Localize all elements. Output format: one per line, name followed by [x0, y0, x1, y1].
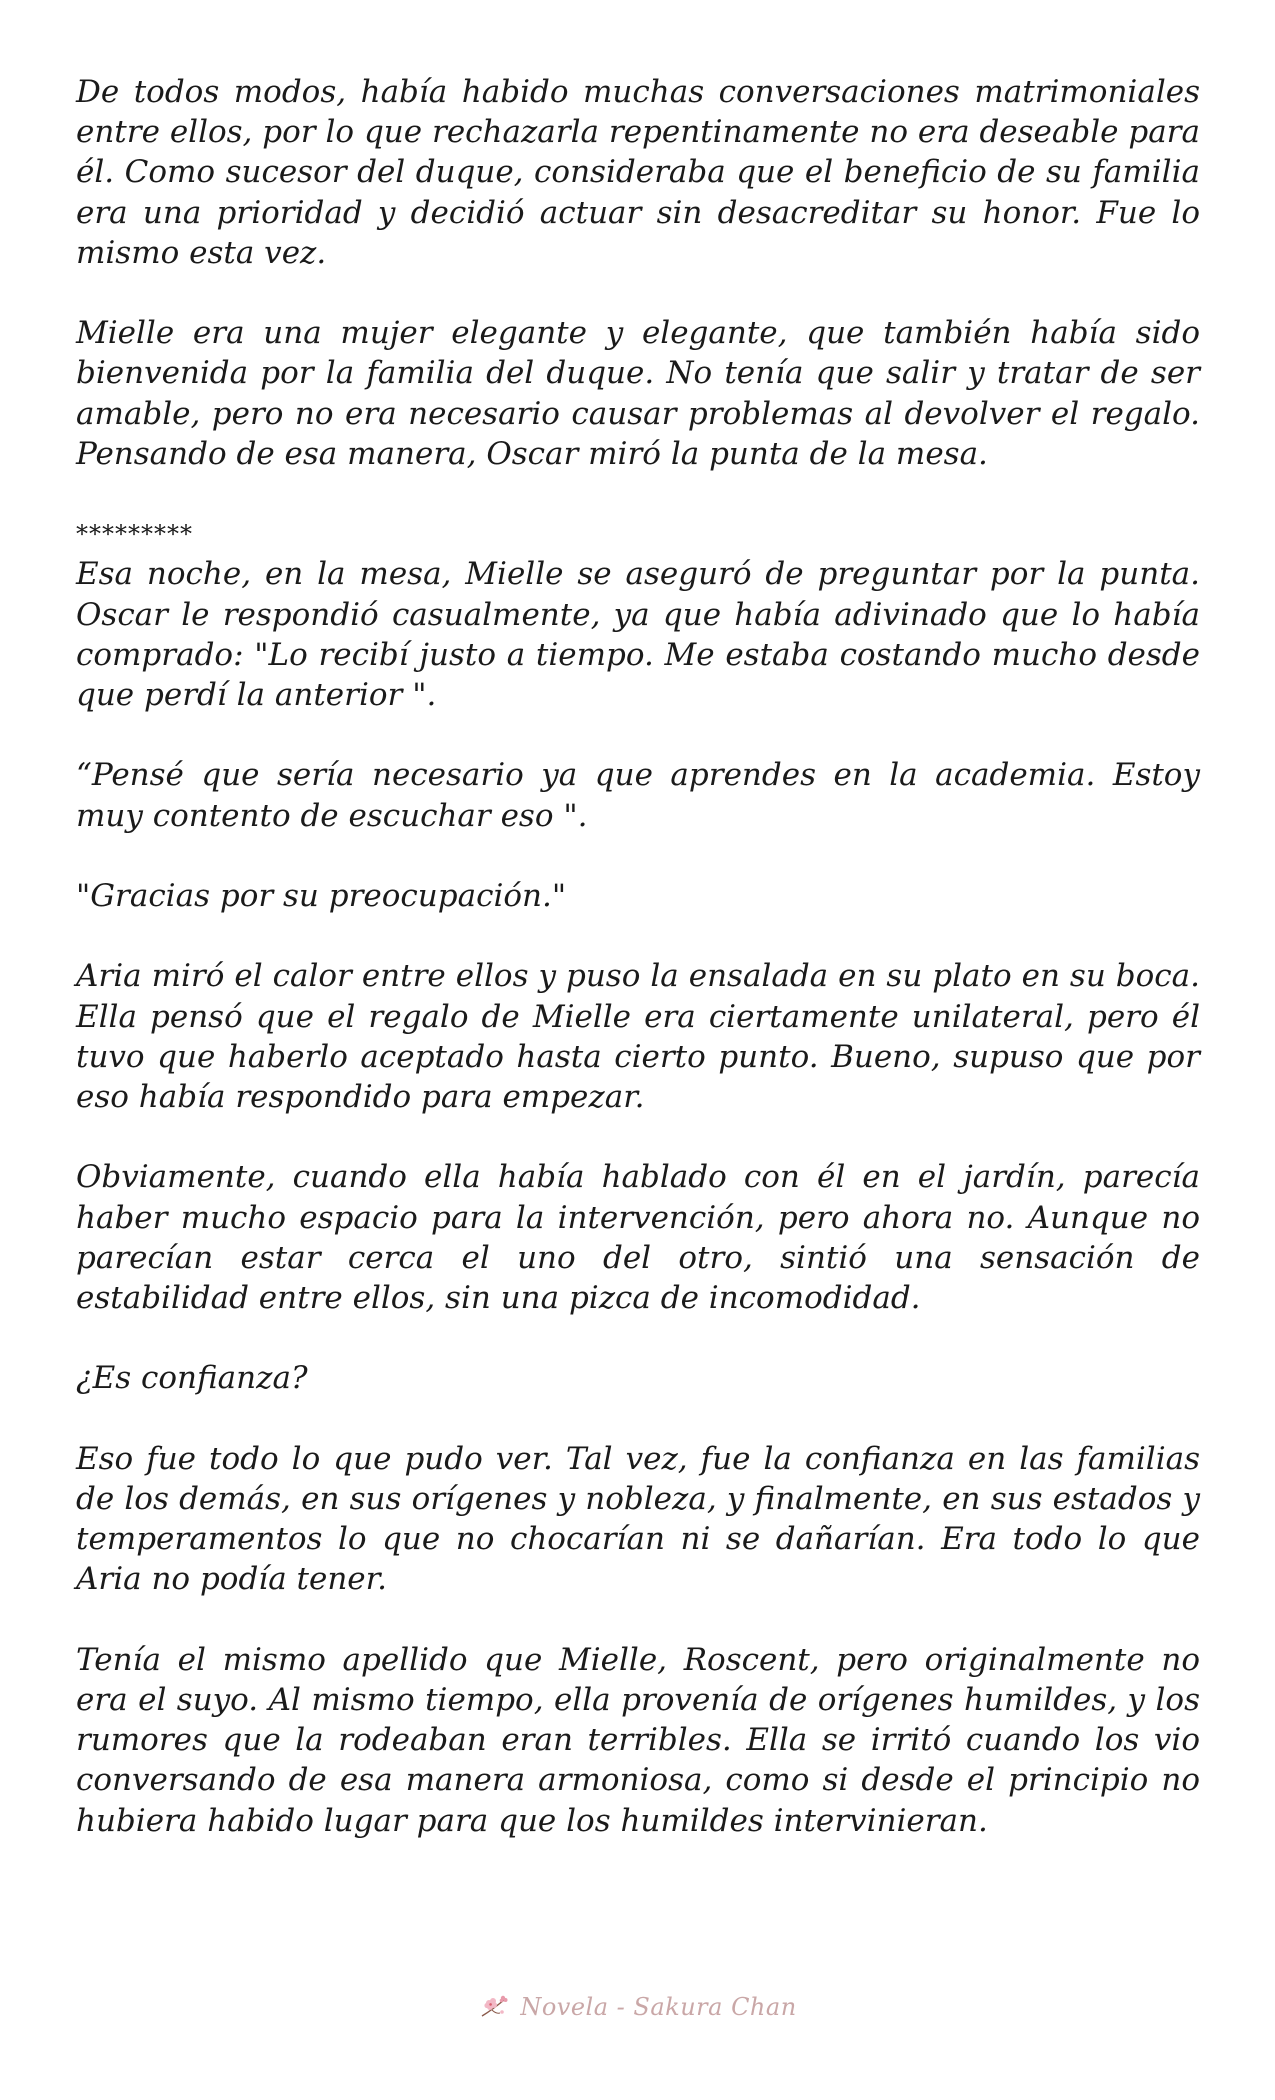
paragraph-4: “Pensé que sería necesario ya que aprendes en la academia. Estoy muy contento de escuchar eso ". [76, 757, 1200, 834]
paragraph-5: "Gracias por su preocupación." [76, 878, 567, 914]
scene-separator: ********* [76, 520, 193, 549]
paragraph-8: ¿Es confianza? [76, 1360, 308, 1397]
watermark-footer [0, 1992, 1275, 2022]
document-body [76, 72, 1200, 1881]
paragraph-7: Obviamente, cuando ella había hablado con él en el jardín, parecía haber mucho espacio para la intervención, pero ahora no. Aunque no parecían estar cerca el uno del otro, sintió una sensación de estabilidad entre ellos, sin una pizca de incomodidad. [76, 1159, 1200, 1316]
sakura-flower-icon [478, 1992, 512, 2022]
paragraph-10: Tenía el mismo apellido que Mielle, Roscent, pero originalmente no era el suyo. Al mismo tiempo, ella provenía de orígenes humildes, y los rumores que la rodeaban eran terribles. Ella se irritó cuando los vio conversando de esa manera armoniosa, como si desde el principio no hubiera habido lugar para que los humildes intervinieran. [76, 1641, 1200, 1839]
watermark-text: Novela - Sakura Chan [520, 1993, 797, 2021]
paragraph-9: Eso fue todo lo que pudo ver. Tal vez, fue la confianza en las familias de los demás, en sus orígenes y nobleza, y finalmente, en sus estados y temperamentos lo que no chocarían ni se dañarían. Era todo lo que Aria no podía tener. [76, 1440, 1200, 1598]
paragraph-1: De todos modos, había habido muchas conversaciones matrimoniales entre ellos, por lo que rechazarla repentinamente no era deseable para él. Como sucesor del duque, consideraba que el beneficio de su familia era una prioridad y decidió actuar sin desacreditar su honor. Fue lo mismo esta vez. [76, 74, 1200, 271]
paragraph-3: Esa noche, en la mesa, Mielle se aseguró de preguntar por la punta. Oscar le respondió casualmente, ya que había adivinado que lo había comprado: "Lo recibí justo a tiempo. Me estaba costando mucho desde que perdí la anterior ". [76, 556, 1200, 714]
paragraph-2: Mielle era una mujer elegante y elegante, que también había sido bienvenida por la familia del duque. No tenía que salir y tratar de ser amable, pero no era necesario causar problemas al devolver el regalo. Pensando de esa manera, Oscar miró la punta de la mesa. [76, 315, 1200, 472]
paragraph-6: Aria miró el calor entre ellos y puso la ensalada en su plato en su boca. Ella pensó que el regalo de Mielle era ciertamente unilateral, pero él tuvo que haberlo aceptado hasta cierto punto. Bueno, supuso que por eso había respondido para empezar. [76, 958, 1200, 1115]
